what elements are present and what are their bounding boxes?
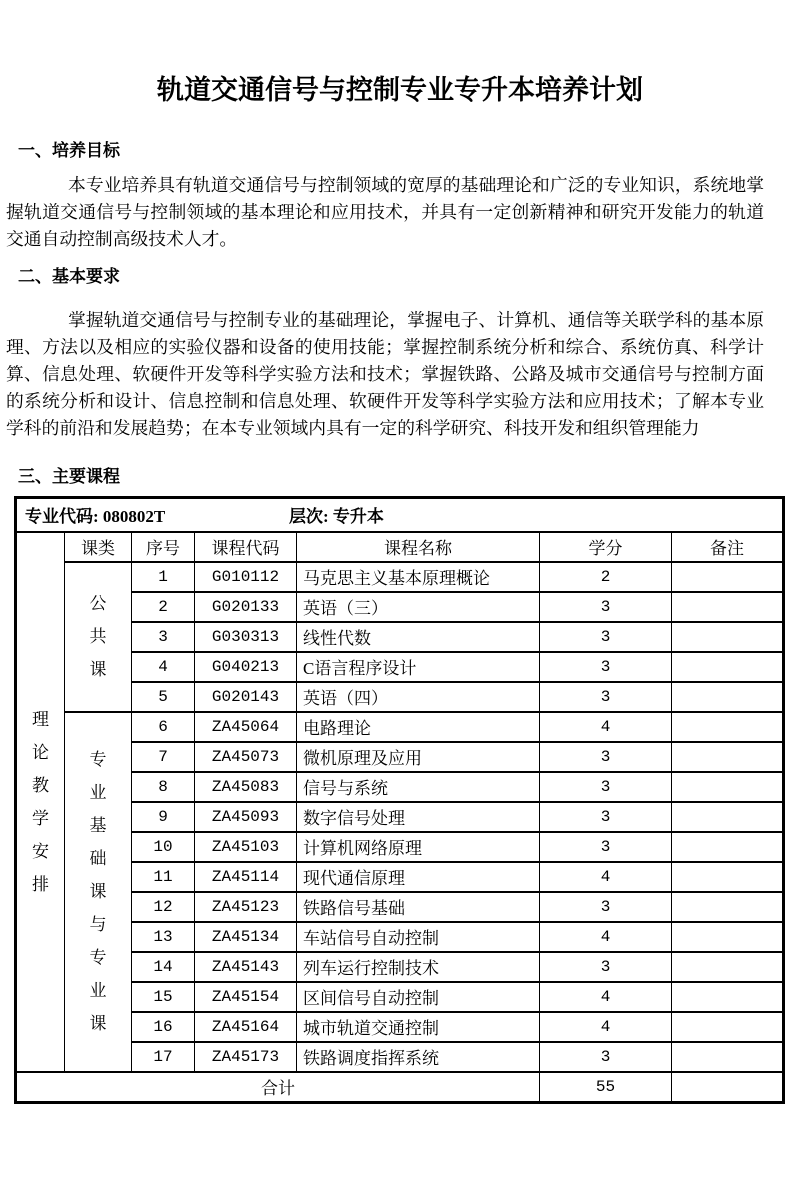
col-header-credits: 学分 xyxy=(540,532,672,562)
code-cell: G020133 xyxy=(195,592,297,622)
table-row xyxy=(16,682,784,712)
course-table xyxy=(14,496,785,1104)
credit-cell: 3 xyxy=(540,652,672,682)
code-cell: G030313 xyxy=(195,622,297,652)
credit-cell: 4 xyxy=(540,712,672,742)
table-header-row xyxy=(16,532,784,562)
course-name-cell: 城市轨道交通控制 xyxy=(297,1012,540,1042)
code-cell: G040213 xyxy=(195,652,297,682)
note-cell xyxy=(672,742,784,772)
table-row xyxy=(16,562,784,592)
table-row xyxy=(16,622,784,652)
seq-cell: 11 xyxy=(132,862,195,892)
table-row xyxy=(16,1012,784,1042)
note-cell xyxy=(672,922,784,952)
col-header-code: 课程代码 xyxy=(195,532,297,562)
course-name-cell: 英语（三） xyxy=(297,592,540,622)
course-name-cell: 区间信号自动控制 xyxy=(297,982,540,1012)
note-cell xyxy=(672,652,784,682)
code-cell: ZA45173 xyxy=(195,1042,297,1072)
section-heading-requirements: 二、基本要求 xyxy=(18,267,120,286)
goal-paragraph: 本专业培养具有轨道交通信号与控制领域的宽厚的基础理论和广泛的专业知识，系统地掌握轨道交通信号与控制领域的基本理论和应用技术，并具有一定创新精神和研究开发能力的轨道交通自动控制高级技术人才。 xyxy=(6,175,764,249)
note-cell xyxy=(672,802,784,832)
info-cell xyxy=(16,498,784,532)
course-name-cell: 线性代数 xyxy=(297,622,540,652)
note-cell xyxy=(672,1072,784,1103)
code-cell: ZA45164 xyxy=(195,1012,297,1042)
table-row xyxy=(16,922,784,952)
seq-cell: 13 xyxy=(132,922,195,952)
seq-cell: 4 xyxy=(132,652,195,682)
course-name-cell: 微机原理及应用 xyxy=(297,742,540,772)
table-row xyxy=(16,772,784,802)
table-row xyxy=(16,802,784,832)
seq-cell: 6 xyxy=(132,712,195,742)
code-cell: ZA45154 xyxy=(195,982,297,1012)
seq-cell: 5 xyxy=(132,682,195,712)
major-code-label: 专业代码: 080802T xyxy=(25,507,166,527)
note-cell xyxy=(672,982,784,1012)
course-name-cell: C语言程序设计 xyxy=(297,652,540,682)
table-row xyxy=(16,952,784,982)
level-label: 层次: 专升本 xyxy=(289,507,384,527)
code-cell: G010112 xyxy=(195,562,297,592)
table-row xyxy=(16,982,784,1012)
note-cell xyxy=(672,1012,784,1042)
code-cell: ZA45064 xyxy=(195,712,297,742)
section-heading-courses: 三、主要课程 xyxy=(18,467,120,486)
note-cell xyxy=(672,622,784,652)
note-cell xyxy=(672,772,784,802)
professional-course-label: 专业基础课与专业课 xyxy=(89,750,107,1033)
credit-cell: 3 xyxy=(540,682,672,712)
credit-cell: 2 xyxy=(540,562,672,592)
course-name-cell: 信号与系统 xyxy=(297,772,540,802)
credit-cell: 3 xyxy=(540,622,672,652)
row-group-cell xyxy=(16,532,65,1072)
credit-cell: 3 xyxy=(540,592,672,622)
note-cell xyxy=(672,712,784,742)
credit-cell: 3 xyxy=(540,952,672,982)
table-row xyxy=(16,832,784,862)
credit-cell: 3 xyxy=(540,1042,672,1072)
course-name-cell: 计算机网络原理 xyxy=(297,832,540,862)
total-label-cell: 合计 xyxy=(16,1072,540,1103)
course-name-cell: 车站信号自动控制 xyxy=(297,922,540,952)
table-row xyxy=(16,1042,784,1072)
course-name-cell: 数字信号处理 xyxy=(297,802,540,832)
code-cell: ZA45123 xyxy=(195,892,297,922)
code-cell: ZA45083 xyxy=(195,772,297,802)
public-course-label: 公共课 xyxy=(89,594,107,679)
credit-cell: 3 xyxy=(540,832,672,862)
course-name-cell: 电路理论 xyxy=(297,712,540,742)
code-cell: G020143 xyxy=(195,682,297,712)
course-name-cell: 铁路信号基础 xyxy=(297,892,540,922)
credit-cell: 4 xyxy=(540,982,672,1012)
table-row xyxy=(16,892,784,922)
course-name-cell: 马克思主义基本原理概论 xyxy=(297,562,540,592)
credit-cell: 3 xyxy=(540,802,672,832)
credit-cell: 3 xyxy=(540,742,672,772)
col-header-name: 课程名称 xyxy=(297,532,540,562)
code-cell: ZA45114 xyxy=(195,862,297,892)
note-cell xyxy=(672,1042,784,1072)
table-info-row xyxy=(16,498,784,532)
table-total-row xyxy=(16,1072,784,1103)
credit-cell: 4 xyxy=(540,862,672,892)
theory-teaching-label: 理论教学安排 xyxy=(32,709,49,894)
section-heading-goal: 一、培养目标 xyxy=(18,141,120,160)
table-row xyxy=(16,742,784,772)
credit-cell: 3 xyxy=(540,892,672,922)
note-cell xyxy=(672,562,784,592)
seq-cell: 12 xyxy=(132,892,195,922)
course-group-public-cell xyxy=(65,562,132,712)
seq-cell: 2 xyxy=(132,592,195,622)
seq-cell: 10 xyxy=(132,832,195,862)
note-cell xyxy=(672,952,784,982)
code-cell: ZA45093 xyxy=(195,802,297,832)
seq-cell: 17 xyxy=(132,1042,195,1072)
seq-cell: 16 xyxy=(132,1012,195,1042)
course-name-cell: 现代通信原理 xyxy=(297,862,540,892)
seq-cell: 9 xyxy=(132,802,195,832)
col-header-category: 课类 xyxy=(65,532,132,562)
code-cell: ZA45143 xyxy=(195,952,297,982)
credit-cell: 3 xyxy=(540,772,672,802)
seq-cell: 15 xyxy=(132,982,195,1012)
code-cell: ZA45103 xyxy=(195,832,297,862)
course-name-cell: 列车运行控制技术 xyxy=(297,952,540,982)
table-row xyxy=(16,862,784,892)
seq-cell: 7 xyxy=(132,742,195,772)
seq-cell: 14 xyxy=(132,952,195,982)
course-name-cell: 铁路调度指挥系统 xyxy=(297,1042,540,1072)
seq-cell: 1 xyxy=(132,562,195,592)
course-group-professional-cell xyxy=(65,712,132,1072)
code-cell: ZA45073 xyxy=(195,742,297,772)
credit-cell: 4 xyxy=(540,1012,672,1042)
seq-cell: 8 xyxy=(132,772,195,802)
code-cell: ZA45134 xyxy=(195,922,297,952)
credit-cell: 4 xyxy=(540,922,672,952)
page-title: 轨道交通信号与控制专业专升本培养计划 xyxy=(157,75,643,105)
total-credits-cell: 55 xyxy=(540,1072,672,1103)
note-cell xyxy=(672,862,784,892)
seq-cell: 3 xyxy=(132,622,195,652)
table-row xyxy=(16,652,784,682)
note-cell xyxy=(672,592,784,622)
note-cell xyxy=(672,682,784,712)
course-name-cell: 英语（四） xyxy=(297,682,540,712)
requirements-paragraph: 掌握轨道交通信号与控制专业的基础理论，掌握电子、计算机、通信等关联学科的基本原理、方法以及相应的实验仪器和设备的使用技能；掌握控制系统分析和综合、系统仿真、科学计算、信息处理、软硬件开发等科学实验方法和技术；掌握铁路、公路及城市交通信号与控制方面的系统分析和设计、信息控制和信息处理、软硬件开发等科学实验方法和应用技术；了解本专业学科的前沿和发展趋势；在本专业领域内具有一定的科学研究、科技开发和组织管理能力 xyxy=(6,310,764,438)
note-cell xyxy=(672,892,784,922)
table-row xyxy=(16,592,784,622)
col-header-seq: 序号 xyxy=(132,532,195,562)
col-header-note: 备注 xyxy=(672,532,784,562)
table-row xyxy=(16,712,784,742)
note-cell xyxy=(672,832,784,862)
